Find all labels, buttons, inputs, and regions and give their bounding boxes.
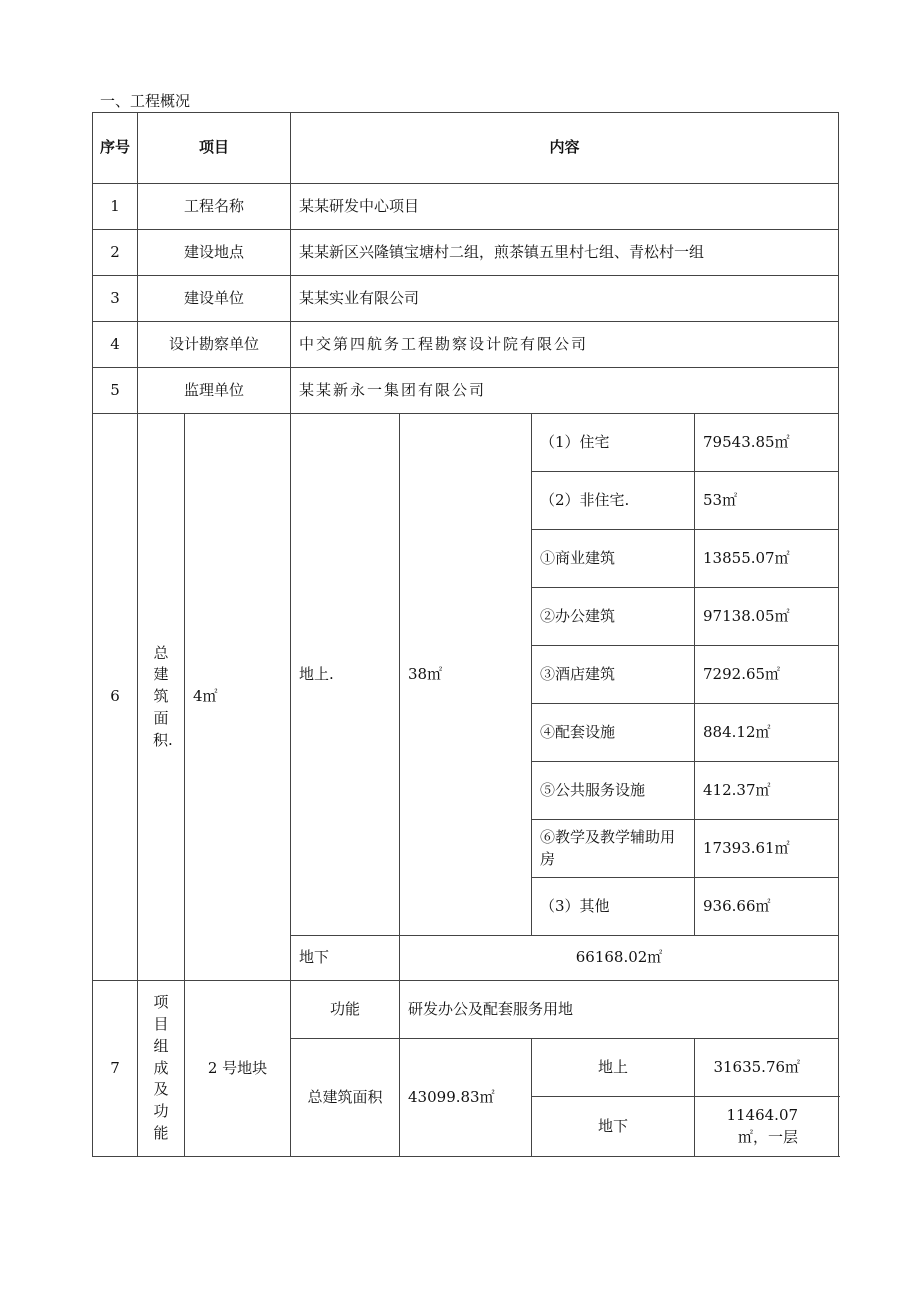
breakdown-value: 17393.61㎡ — [695, 820, 839, 878]
row6-item — [138, 414, 185, 981]
row-content: 中交第四航务工程勘察设计院有限公司 — [291, 322, 839, 368]
table-row — [93, 322, 839, 368]
row6-total: 4㎡ — [185, 414, 291, 981]
breakdown-value: 13855.07㎡ — [695, 530, 839, 588]
row6-item-text: 总建筑面积. — [153, 643, 173, 749]
row-seq: 4 — [93, 322, 138, 368]
row7-below-value: 11464.07㎡，一层 — [695, 1097, 839, 1157]
row7-area-label: 总建筑面积 — [291, 1039, 400, 1157]
table-row — [93, 276, 839, 322]
row-item: 工程名称 — [138, 184, 291, 230]
header-content: 内容 — [291, 113, 839, 184]
row-seq: 2 — [93, 230, 138, 276]
table-header-row — [93, 113, 839, 184]
row-seq: 3 — [93, 276, 138, 322]
breakdown-value: 7292.65㎡ — [695, 646, 839, 704]
breakdown-label: （2）非住宅. — [532, 472, 695, 530]
area-breakdown-row — [93, 414, 839, 472]
breakdown-label: ③酒店建筑 — [532, 646, 695, 704]
breakdown-label: ⑥教学及教学辅助用房 — [532, 820, 695, 878]
row-item: 监理单位 — [138, 368, 291, 414]
row7-above-value: 31635.76㎡ — [695, 1039, 839, 1097]
breakdown-label: （1）住宅 — [532, 414, 695, 472]
breakdown-value: 97138.05㎡ — [695, 588, 839, 646]
row7-function-value: 研发办公及配套服务用地 — [400, 981, 839, 1039]
section-heading: 一、工程概况 — [100, 92, 191, 110]
breakdown-label: ①商业建筑 — [532, 530, 695, 588]
breakdown-value: 79543.85㎡ — [695, 414, 839, 472]
composition-row — [93, 981, 839, 1039]
row-content: 某某新区兴隆镇宝塘村二组，煎茶镇五里村七组、青松村一组 — [291, 230, 839, 276]
row6-above-label: 地上. — [291, 414, 400, 936]
row6-below-value: 66168.02㎡ — [400, 936, 839, 981]
table-row — [93, 368, 839, 414]
row-item: 设计勘察单位 — [138, 322, 291, 368]
row-content: 某某实业有限公司 — [291, 276, 839, 322]
header-seq: 序号 — [93, 113, 138, 184]
row7-item-text: 项目组成及功能 — [153, 993, 169, 1142]
row7-function-label: 功能 — [291, 981, 400, 1039]
breakdown-value: 884.12㎡ — [695, 704, 839, 762]
row-seq: 1 — [93, 184, 138, 230]
table-row — [93, 230, 839, 276]
row7-above-label: 地上 — [532, 1039, 695, 1097]
row-item: 建设单位 — [138, 276, 291, 322]
row7-seq: 7 — [93, 981, 138, 1157]
row-content: 某某研发中心项目 — [291, 184, 839, 230]
breakdown-label: ④配套设施 — [532, 704, 695, 762]
row6-above-value: 38㎡ — [400, 414, 532, 936]
breakdown-label: ⑤公共服务设施 — [532, 762, 695, 820]
row-content: 某某新永一集团有限公司 — [291, 368, 839, 414]
row7-item — [138, 981, 185, 1157]
table-row — [93, 184, 839, 230]
row-item: 建设地点 — [138, 230, 291, 276]
project-overview-table — [92, 112, 839, 1157]
row7-below-label: 地下 — [532, 1097, 695, 1157]
breakdown-label: （3）其他 — [532, 878, 695, 936]
breakdown-value: 936.66㎡ — [695, 878, 839, 936]
row6-below-label: 地下 — [291, 936, 400, 981]
row6-seq: 6 — [93, 414, 138, 981]
header-item: 项目 — [138, 113, 291, 184]
breakdown-label: ②办公建筑 — [532, 588, 695, 646]
row7-plot: 2 号地块 — [185, 981, 291, 1157]
breakdown-value: 412.37㎡ — [695, 762, 839, 820]
row7-area-value: 43099.83㎡ — [400, 1039, 532, 1157]
row-seq: 5 — [93, 368, 138, 414]
breakdown-value: 53㎡ — [695, 472, 839, 530]
